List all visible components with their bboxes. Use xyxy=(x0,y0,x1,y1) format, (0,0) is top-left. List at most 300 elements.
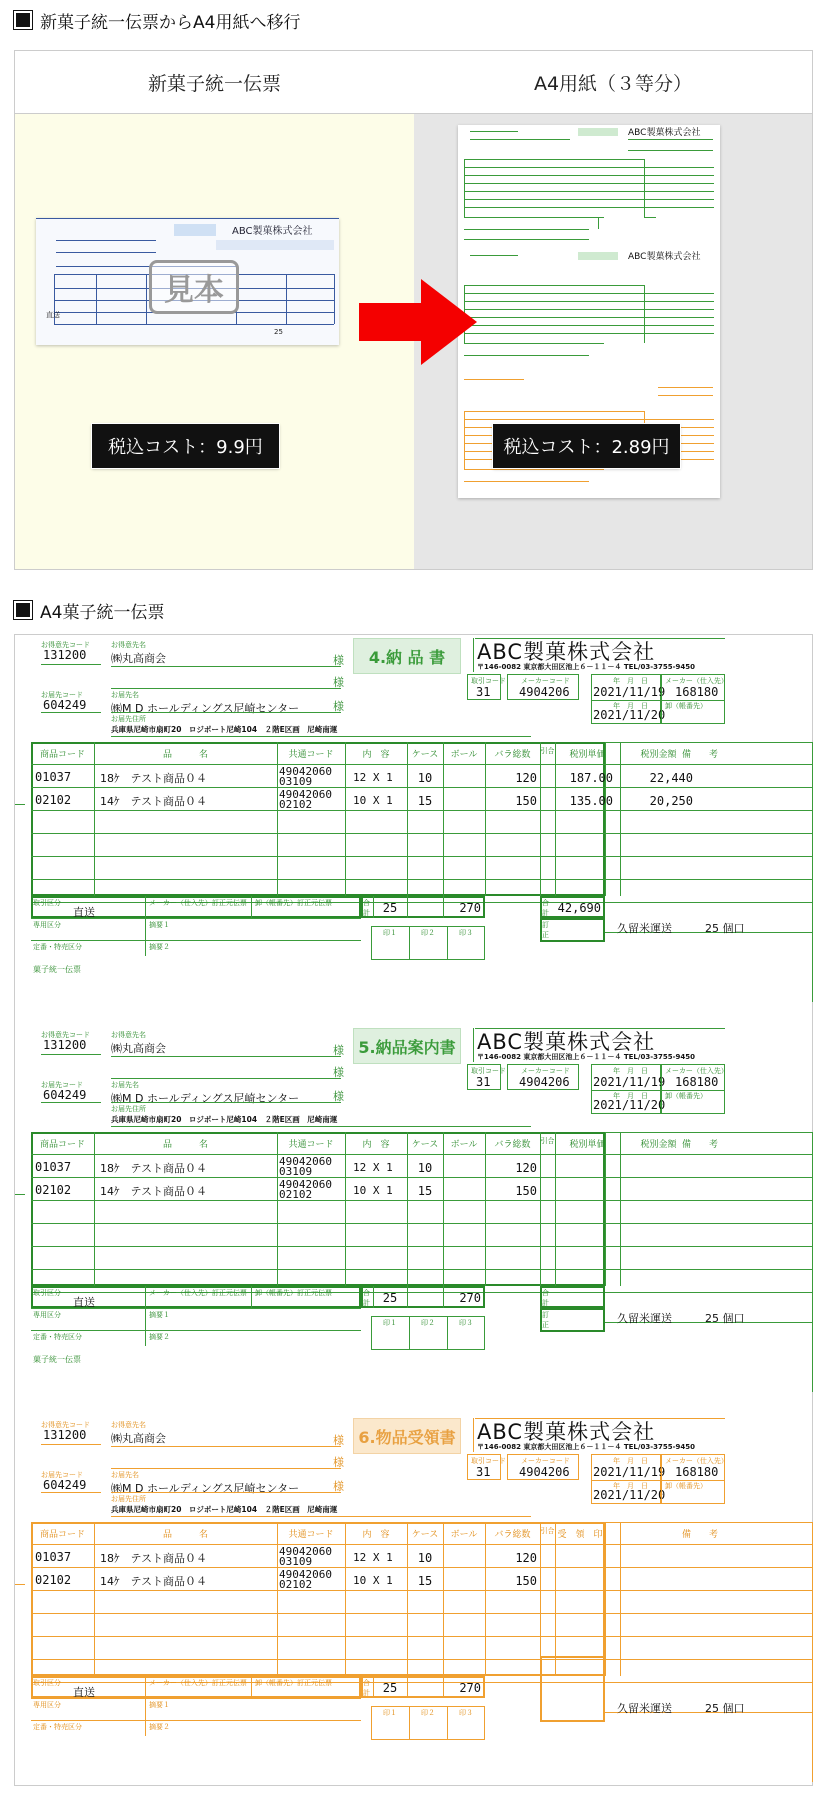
item-jan: 49042060 xyxy=(279,1155,332,1168)
item-bara: 120 xyxy=(515,1161,537,1175)
rule-line xyxy=(475,1028,725,1029)
rule-line xyxy=(111,1492,341,1493)
parcel-count: 25 個口 xyxy=(705,922,745,935)
deliv-code: 604249 xyxy=(43,1478,87,1492)
rule-line xyxy=(407,1522,408,1676)
stamp-3-label: 印３ xyxy=(459,1709,473,1717)
rule-line xyxy=(31,940,361,941)
item-code: 01037 xyxy=(35,1550,72,1564)
kei-label: 計 xyxy=(363,1689,370,1697)
column-header: 税別単価 xyxy=(569,1140,606,1150)
item-bara: 150 xyxy=(515,1574,537,1588)
item-jan: 49042060 xyxy=(279,788,332,801)
old-slip-image xyxy=(36,218,339,345)
rule-line xyxy=(447,1316,448,1350)
maker-no: 168180 xyxy=(675,685,719,699)
delivery-method: 直送 xyxy=(73,1296,95,1309)
rule-line xyxy=(605,1132,606,1286)
oroshi-label: 卸（帳番先） xyxy=(665,1482,707,1490)
carrier-name: 久留米運送 xyxy=(617,1702,672,1715)
item-price: 135.00 xyxy=(569,794,613,808)
item-name: 18ｹ テスト商品０４ xyxy=(100,1162,208,1175)
rule-line xyxy=(373,896,374,918)
rule-line xyxy=(373,1676,374,1698)
column-header: 商品コード xyxy=(39,1140,85,1150)
ymd-label: 年 月 日 xyxy=(613,1482,648,1490)
rule-line xyxy=(31,764,812,765)
item-price: 187.00 xyxy=(569,771,613,785)
maker-code: 4904206 xyxy=(519,1465,570,1479)
torihiki-code-label: 取引コード xyxy=(471,1457,506,1465)
section-heading xyxy=(14,598,164,622)
delivery-method: 直送 xyxy=(73,906,95,919)
item-code: 02102 xyxy=(35,1183,72,1197)
column-header: 備 考 xyxy=(681,1140,718,1150)
tekiyou1-label: 摘要１ xyxy=(149,1311,170,1319)
rule-line xyxy=(345,742,346,896)
parcel-count: 25 個口 xyxy=(705,1702,745,1715)
slip-title-badge: 5.納品案内書 xyxy=(353,1028,461,1064)
rule-line xyxy=(473,1418,474,1452)
column-header: ボール xyxy=(450,1530,478,1540)
ymd-label: 年 月 日 xyxy=(613,702,648,710)
senyou-label: 専用区分 xyxy=(33,1311,61,1319)
rule-line xyxy=(555,742,556,896)
rule-line xyxy=(443,1522,444,1676)
rule-line xyxy=(41,1102,101,1103)
column-header: 引合 xyxy=(540,747,555,755)
rule-line xyxy=(407,1286,408,1308)
section-heading xyxy=(14,8,300,32)
rule-line xyxy=(447,926,448,960)
dest-code-label: お得意先コード xyxy=(41,1421,90,1429)
item-content: 12 X 1 xyxy=(353,1551,393,1564)
slip-3 xyxy=(15,1418,812,1798)
item-case: 15 xyxy=(417,794,433,808)
date2: 2021/11/20 xyxy=(593,708,666,722)
section-title: 新菓子統一伝票からA4用紙へ移行 xyxy=(40,12,301,33)
torihiki-code-label: 取引コード xyxy=(471,1067,506,1075)
column-header: 新菓子統一伝票 xyxy=(15,51,414,114)
column-header: A4用紙（３等分） xyxy=(414,51,812,114)
deliv-code-label: お届先コード xyxy=(41,1471,83,1479)
tei-label: 訂 xyxy=(542,1311,549,1319)
item-case: 15 xyxy=(417,1184,433,1198)
deliv-address: 兵庫県尼崎市扇町20 ロジポート尼崎104 ２階E区画 尼崎南運 xyxy=(111,1115,338,1124)
rule-line xyxy=(111,712,341,713)
item-code: 02102 xyxy=(35,1573,72,1587)
rule-line xyxy=(111,1516,531,1517)
grand-total-frame xyxy=(540,1286,605,1308)
stamp-2-label: 印２ xyxy=(421,1709,435,1717)
company-address: 〒146-0082 東京都大田区池上６－１１－４ TEL/03-3755-9450 xyxy=(477,663,695,671)
slip-1 xyxy=(15,638,812,1018)
slip-title-badge: 4.納 品 書 xyxy=(353,638,461,674)
rule-line xyxy=(540,742,541,896)
deliv-name: ㈱M D ホールディングス尼崎センター xyxy=(111,1092,300,1105)
item-jan-sub: 03109 xyxy=(279,1165,313,1178)
punch-mark xyxy=(15,1584,25,1585)
rule-line xyxy=(407,896,408,918)
maker-no: 168180 xyxy=(675,1075,719,1089)
slip-title-badge: 6.物品受領書 xyxy=(353,1418,461,1454)
maker-code: 4904206 xyxy=(519,685,570,699)
dest-code: 131200 xyxy=(43,648,87,662)
deliv-name-label: お届先名 xyxy=(111,1471,139,1479)
column-header: 商品コード xyxy=(39,750,85,760)
comparison-table xyxy=(14,50,813,570)
rule-line xyxy=(277,1132,278,1286)
column-header: 税別金額 xyxy=(640,1140,677,1150)
maker-shiire-label: メーカー（仕入先） xyxy=(665,1457,728,1465)
oroshi-teisei-label: 卸（帳番先）訂正元伝票 xyxy=(255,1289,332,1297)
rule-line xyxy=(540,1132,541,1286)
rule-line xyxy=(31,879,812,880)
rule-line xyxy=(111,1468,341,1469)
rule-line xyxy=(41,1444,101,1445)
dest-name-label: お得意先名 xyxy=(111,641,146,649)
deliv-addr-label: お届先住所 xyxy=(111,1495,146,1503)
item-content: 12 X 1 xyxy=(353,1161,393,1174)
rule-line xyxy=(31,1544,812,1545)
sama-label: 様 xyxy=(333,1434,344,1447)
rule-line xyxy=(475,638,725,639)
item-case: 10 xyxy=(417,1161,433,1175)
mini-company: ABC製菓株式会社 xyxy=(628,128,701,138)
rule-line xyxy=(31,810,812,811)
rule-line xyxy=(145,1676,146,1736)
item-bara: 120 xyxy=(515,1551,537,1565)
column-header: バラ総数 xyxy=(494,750,531,760)
rule-line xyxy=(31,1567,812,1568)
column-header: 共通コード xyxy=(288,750,334,760)
item-name: 14ｹ テスト商品０４ xyxy=(100,795,208,808)
column-header: 内 容 xyxy=(362,750,390,760)
stamp-3-label: 印３ xyxy=(459,1319,473,1327)
company-name: ABC製菓株式会社 xyxy=(477,1030,656,1054)
column-header: 共通コード xyxy=(288,1140,334,1150)
carrier-name: 久留米運送 xyxy=(617,1312,672,1325)
dest-code-label: お得意先コード xyxy=(41,641,90,649)
column-header: 備 考 xyxy=(681,1530,718,1540)
column-header: 受 領 印 xyxy=(557,1530,603,1540)
rule-line xyxy=(605,1132,812,1133)
item-jan: 49042060 xyxy=(279,765,332,778)
rule-line xyxy=(277,742,278,896)
torihiki-code: 31 xyxy=(476,1465,491,1479)
rule-line xyxy=(473,638,474,672)
senyou-label: 専用区分 xyxy=(33,1701,61,1709)
item-jan-sub: 02102 xyxy=(279,1578,313,1591)
dest-code: 131200 xyxy=(43,1428,87,1442)
mini-company: ABC製菓株式会社 xyxy=(232,226,313,237)
rule-line xyxy=(345,1522,346,1676)
maker-shiire-label: メーカー（仕入先） xyxy=(665,1067,728,1075)
rule-line xyxy=(812,742,813,1002)
rule-line xyxy=(447,1706,448,1740)
column-header: 品 名 xyxy=(162,750,208,760)
mini-amount: 25 xyxy=(274,328,283,336)
company-name: ABC製菓株式会社 xyxy=(477,1420,656,1444)
total-bara: 270 xyxy=(459,1681,481,1695)
teiban-label: 定番・特売区分 xyxy=(33,1333,82,1341)
tekiyou1-label: 摘要１ xyxy=(149,1701,170,1709)
rule-line xyxy=(407,1132,408,1286)
column-header: ケース xyxy=(411,750,439,760)
deliv-name: ㈱M D ホールディングス尼崎センター xyxy=(111,702,300,715)
rule-line xyxy=(111,1056,341,1057)
rule-line xyxy=(373,1286,374,1308)
rule-line xyxy=(31,787,812,788)
sama-label: 様 xyxy=(333,676,344,689)
rule-line xyxy=(605,1522,812,1523)
dest-name: ㈱丸高商会 xyxy=(111,652,166,665)
date2: 2021/11/20 xyxy=(593,1098,666,1112)
sama-label: 様 xyxy=(333,1480,344,1493)
delivery-method: 直送 xyxy=(73,1686,95,1699)
column-header: 引合 xyxy=(540,1527,555,1535)
column-header: 共通コード xyxy=(288,1530,334,1540)
item-jan-sub: 02102 xyxy=(279,1188,313,1201)
company-address: 〒146-0082 東京都大田区池上６－１１－４ TEL/03-3755-9450 xyxy=(477,1443,695,1451)
maker-teisei-label: メーカー（仕入先）訂正元伝票 xyxy=(149,1679,247,1687)
stamp-1-label: 印１ xyxy=(383,1709,397,1717)
item-case: 10 xyxy=(417,1551,433,1565)
carrier-name: 久留米運送 xyxy=(617,922,672,935)
maker-teisei-label: メーカー（仕入先）訂正元伝票 xyxy=(149,1289,247,1297)
date1: 2021/11/19 xyxy=(593,1075,666,1089)
company-name: ABC製菓株式会社 xyxy=(477,640,656,664)
total-bara: 270 xyxy=(459,1291,481,1305)
rule-line xyxy=(31,1223,812,1224)
rule-line xyxy=(111,1446,341,1447)
rule-line xyxy=(409,1316,410,1350)
item-jan-sub: 03109 xyxy=(279,1555,313,1568)
maker-code-label: メーカーコード xyxy=(521,1457,570,1465)
rule-line xyxy=(251,1286,252,1308)
sei-label: 正 xyxy=(542,931,549,939)
item-jan-sub: 03109 xyxy=(279,775,313,788)
sama-label: 様 xyxy=(333,654,344,667)
maker-code: 4904206 xyxy=(519,1075,570,1089)
stamp-2-label: 印２ xyxy=(421,929,435,937)
item-code: 02102 xyxy=(35,793,72,807)
rule-line xyxy=(443,742,444,896)
gou-label: 合 xyxy=(542,1289,549,1297)
sama-label: 様 xyxy=(333,1090,344,1103)
rule-line xyxy=(31,918,361,919)
rule-line xyxy=(31,1659,812,1660)
rule-line xyxy=(31,1269,812,1270)
column-header: 備 考 xyxy=(681,750,718,760)
rule-line xyxy=(31,1590,812,1591)
column-header: 引合 xyxy=(540,1137,555,1145)
rule-line xyxy=(41,1492,101,1493)
item-name: 18ｹ テスト商品０４ xyxy=(100,1552,208,1565)
rule-line xyxy=(277,1522,278,1676)
item-name: 18ｹ テスト商品０４ xyxy=(100,772,208,785)
rule-line xyxy=(94,1132,95,1286)
parcel-count: 25 個口 xyxy=(705,1312,745,1325)
dest-name-label: お得意先名 xyxy=(111,1031,146,1039)
deliv-name-label: お届先名 xyxy=(111,1081,139,1089)
slip-footer: 菓子統一伝票 xyxy=(33,965,81,974)
gou-label: 合 xyxy=(542,899,549,907)
correction-frame xyxy=(540,1308,605,1332)
maker-code-label: メーカーコード xyxy=(521,1067,570,1075)
column-header: 内 容 xyxy=(362,1530,390,1540)
rule-line xyxy=(620,1522,621,1676)
rule-line xyxy=(620,1132,621,1286)
item-case: 15 xyxy=(417,1574,433,1588)
deliv-code: 604249 xyxy=(43,698,87,712)
column-header: ボール xyxy=(450,750,478,760)
column-header: 品 名 xyxy=(162,1530,208,1540)
tekiyou2-label: 摘要２ xyxy=(149,943,170,951)
receipt-stamp-frame xyxy=(540,1656,605,1722)
deliv-code: 604249 xyxy=(43,1088,87,1102)
rule-line xyxy=(145,1286,146,1346)
rule-line xyxy=(540,1522,541,1676)
sei-label: 正 xyxy=(542,1321,549,1329)
sama-label: 様 xyxy=(333,1456,344,1469)
column-header: バラ総数 xyxy=(494,1140,531,1150)
dest-code-label: お得意先コード xyxy=(41,1031,90,1039)
column-header: 品 名 xyxy=(162,1140,208,1150)
rule-line xyxy=(812,1132,813,1392)
stamp-3-label: 印３ xyxy=(459,929,473,937)
dest-name: ㈱丸高商会 xyxy=(111,1042,166,1055)
sama-label: 様 xyxy=(333,1044,344,1057)
rule-line xyxy=(111,666,341,667)
rule-line xyxy=(31,1308,361,1309)
item-jan: 49042060 xyxy=(279,1545,332,1558)
rule-line xyxy=(407,1676,408,1698)
rule-line xyxy=(94,742,95,896)
item-code: 01037 xyxy=(35,1160,72,1174)
rule-line xyxy=(41,664,101,665)
item-content: 10 X 1 xyxy=(353,1184,393,1197)
item-content: 10 X 1 xyxy=(353,794,393,807)
rule-line xyxy=(111,1078,341,1079)
deliv-address: 兵庫県尼崎市扇町20 ロジポート尼崎104 ２階E区画 尼崎南運 xyxy=(111,725,338,734)
rule-line xyxy=(345,1132,346,1286)
deliv-code-label: お届先コード xyxy=(41,1081,83,1089)
rule-line xyxy=(251,896,252,918)
rule-line xyxy=(111,1102,341,1103)
company-address: 〒146-0082 東京都大田区池上６－１１－４ TEL/03-3755-9450 xyxy=(477,1053,695,1061)
item-bara: 150 xyxy=(515,794,537,808)
rule-line xyxy=(443,1132,444,1286)
deliv-name: ㈱M D ホールディングス尼崎センター xyxy=(111,1482,300,1495)
tekiyou2-label: 摘要２ xyxy=(149,1333,170,1341)
column-header: 内 容 xyxy=(362,1140,390,1150)
column-header: ケース xyxy=(411,1530,439,1540)
total-case: 25 xyxy=(382,1681,398,1695)
rule-line xyxy=(111,736,531,737)
rule-line xyxy=(94,1522,95,1676)
deliv-addr-label: お届先住所 xyxy=(111,1105,146,1113)
maker-code-label: メーカーコード xyxy=(521,677,570,685)
tei-label: 訂 xyxy=(542,921,549,929)
tekiyou2-label: 摘要２ xyxy=(149,1723,170,1731)
rule-line xyxy=(31,1636,812,1637)
punch-mark xyxy=(15,804,25,805)
rule-line xyxy=(31,1720,361,1721)
rule-line xyxy=(41,712,101,713)
rule-line xyxy=(812,1522,813,1782)
rule-line xyxy=(31,1246,812,1247)
maker-teisei-label: メーカー（仕入先）訂正元伝票 xyxy=(149,899,247,907)
torihiki-kubun-label: 取引区分 xyxy=(33,1679,61,1687)
teiban-label: 定番・特売区分 xyxy=(33,943,82,951)
date1: 2021/11/19 xyxy=(593,685,666,699)
gou-label: 合 xyxy=(363,899,370,907)
rule-line xyxy=(31,856,812,857)
item-jan: 49042060 xyxy=(279,1568,332,1581)
rule-line xyxy=(620,742,621,896)
stamp-2-label: 印２ xyxy=(421,1319,435,1327)
rule-line xyxy=(111,1126,531,1127)
arrow-right-icon xyxy=(359,279,477,365)
rule-line xyxy=(31,1613,812,1614)
oroshi-label: 卸（帳番先） xyxy=(665,1092,707,1100)
rule-line xyxy=(485,1132,486,1286)
section-title: A4菓子統一伝票 xyxy=(40,602,165,623)
watermark-stamp: 見本 xyxy=(149,260,239,314)
column-header: 税別単価 xyxy=(569,750,606,760)
square-bullet-icon xyxy=(14,11,32,29)
maker-shiire-label: メーカー（仕入先） xyxy=(665,677,728,685)
item-code: 01037 xyxy=(35,770,72,784)
mini-company: ABC製菓株式会社 xyxy=(628,252,701,262)
rule-line xyxy=(473,1028,474,1062)
item-bara: 150 xyxy=(515,1184,537,1198)
dest-code: 131200 xyxy=(43,1038,87,1052)
comparison-column-old xyxy=(15,51,415,569)
ymd-label: 年 月 日 xyxy=(613,1067,648,1075)
dest-name: ㈱丸高商会 xyxy=(111,1432,166,1445)
ymd-label: 年 月 日 xyxy=(613,1457,648,1465)
rule-line xyxy=(605,742,606,896)
item-content: 10 X 1 xyxy=(353,1574,393,1587)
rule-line xyxy=(31,833,812,834)
rule-line xyxy=(409,1706,410,1740)
torihiki-code-label: 取引コード xyxy=(471,677,506,685)
rule-line xyxy=(111,688,341,689)
cost-label-old: 税込コスト：9.9円 xyxy=(92,424,279,468)
cost-label-new: 税込コスト：2.89円 xyxy=(493,424,680,468)
rule-line xyxy=(555,1522,556,1676)
column-header: ケース xyxy=(411,1140,439,1150)
gou-label: 合 xyxy=(363,1679,370,1687)
column-header: 税別金額 xyxy=(640,750,677,760)
rule-line xyxy=(485,742,486,896)
slip-2 xyxy=(15,1028,812,1408)
rule-line xyxy=(475,1418,725,1419)
item-content: 12 X 1 xyxy=(353,771,393,784)
item-jan: 49042060 xyxy=(279,1178,332,1191)
rule-line xyxy=(31,1177,812,1178)
date2: 2021/11/20 xyxy=(593,1488,666,1502)
deliv-address: 兵庫県尼崎市扇町20 ロジポート尼崎104 ２階E区画 尼崎南運 xyxy=(111,1505,338,1514)
column-header: バラ総数 xyxy=(494,1530,531,1540)
slip-footer: 菓子統一伝票 xyxy=(33,1355,81,1364)
oroshi-label: 卸（帳番先） xyxy=(665,702,707,710)
column-header: ボール xyxy=(450,1140,478,1150)
grand-total: 42,690 xyxy=(557,901,601,915)
rule-line xyxy=(31,1698,361,1699)
